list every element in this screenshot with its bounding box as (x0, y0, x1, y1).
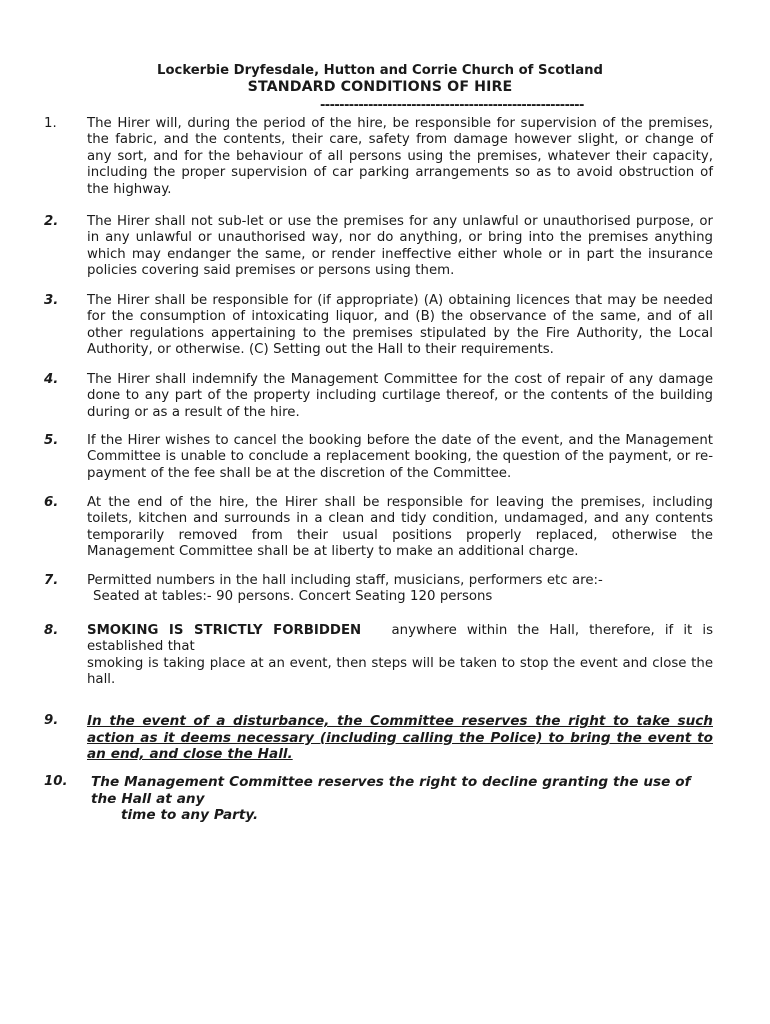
condition-text-block (87, 623, 713, 689)
condition-text: anywhere within the Hall, therefore, if it is established that (87, 623, 713, 655)
condition-text: In the event of a disturbance, the Committee reserves the right to take such action as it deems necessary (including calling the Police) to bring the event to an end, and close the Hall. (87, 713, 713, 763)
condition-text: The Hirer shall be responsible for (if appropriate) (A) obtaining licences that may be needed for the consumption of intoxicating liquor, and (B) the observance of the same, and of all other regulations appertaining to the premises stipulated by the Fire Authority, the Local Authority, or otherwise. (C) Setting out the Hall to their requirements. (87, 293, 713, 358)
condition-text-block (91, 774, 713, 824)
condition-number: 8. (44, 623, 59, 638)
condition-text: The Hirer shall indemnify the Management Committee for the cost of repair of any damage done to any part of the property including curtilage thereof, or the contents of the building during or as a result of the hire. (87, 372, 713, 420)
condition-text-continued: smoking is taking place at an event, then steps will be taken to stop the event and close the hall. (87, 655, 713, 688)
condition-number: 9. (44, 713, 59, 728)
condition-number: 1. (44, 116, 57, 131)
condition-text: Permitted numbers in the hall including staff, musicians, performers etc are:- (87, 573, 603, 588)
condition-text: If the Hirer wishes to cancel the booking before the date of the event, and the Management Committee is unable to conclude a replacement booking, the question of the payment, or re-payment of the fee shall be at the discretion of the Committee. (87, 433, 713, 481)
condition-text-continued: time to any Party. (121, 807, 259, 824)
condition-number: 10. (44, 774, 68, 789)
condition-number: 6. (44, 495, 59, 510)
organization-name: Lockerbie Dryfesdale, Hutton and Corrie Church of Scotland (157, 63, 603, 78)
condition-number: 2. (44, 214, 59, 229)
condition-text-block (87, 573, 713, 606)
condition-text: The Management Committee reserves the right to decline granting the use of the Hall at any (91, 774, 691, 807)
smoking-warning: SMOKING IS STRICTLY FORBIDDEN (87, 623, 362, 638)
seating-capacity: Seated at tables:- 90 persons. Concert Seating 120 persons (93, 589, 493, 605)
condition-number: 7. (44, 573, 59, 588)
condition-number: 5. (44, 433, 59, 448)
page-title: STANDARD CONDITIONS OF HIRE (247, 79, 513, 95)
condition-number: 3. (44, 293, 59, 308)
condition-number: 4. (44, 372, 59, 387)
condition-text: The Hirer will, during the period of the hire, be responsible for supervision of the premises, the fabric, and the contents, their care, safety from damage however slight, or change of any sort, and for the behaviour of all persons using the premises, whatever their capacity, including the proper supervision of car parking arrangements so as to avoid obstruction of the highway. (87, 116, 713, 197)
title-rule: ------------------------------------------------------- (320, 98, 584, 113)
condition-text: The Hirer shall not sub-let or use the premises for any unlawful or unauthorised purpose, or in any unlawful or unauthorised way, nor do anything, or bring into the premises anything which may endanger the same, or render ineffective either whole or in part the insurance policies covering said premises or persons using them. (87, 214, 713, 279)
condition-text: At the end of the hire, the Hirer shall be responsible for leaving the premises, including toilets, kitchen and surrounds in a clean and tidy condition, undamaged, and any contents temporarily removed from their usual positions properly replaced, otherwise the Management Committee shall be at liberty to make an additional charge. (87, 495, 713, 560)
